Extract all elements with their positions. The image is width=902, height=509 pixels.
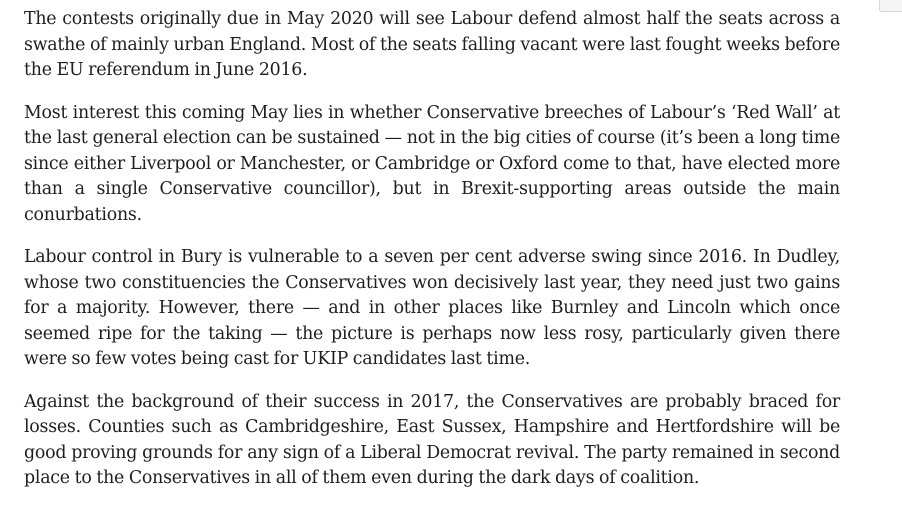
article-paragraph-4: Against the background of their success in 2017, the Conservatives are probably braced for losses. Counties such as Cambridgeshire, East Sussex, Hampshire and Hertfordshire will be good proving grounds for any sign of a Liberal Democrat revival. The party remained in second place to the Conservatives in all of them even during the dark days of coalition. xyxy=(24,391,840,488)
article-paragraph-1: The contests originally due in May 2020 will see Labour defend almost half the seats across a swathe of mainly urban England. Most of the seats falling vacant were last fought weeks before the EU referendum in June 2016. xyxy=(24,9,840,80)
article-body xyxy=(24,7,840,509)
article-paragraph-2: Most interest this coming May lies in whether Conservative breeches of Labour’s ‘Red Wall’ at the last general election can be sustained — not in the big cities of course (it’s been a long time since either Liverpool or Manchester, or Cambridge or Oxford come to that, have elected more than a single Conservative councillor), but in Brexit-supporting areas outside the main conurbations. xyxy=(24,102,840,225)
page-corner-control[interactable] xyxy=(879,0,902,12)
article-paragraph-3: Labour control in Bury is vulnerable to a seven per cent adverse swing since 2016. In Dudley, whose two constituencies the Conservatives won decisively last year, they need just two gains for a majority. However, there — and in other places like Burnley and Lincoln which once seemed ripe for the taking — the picture is perhaps now less rosy, particularly given there were so few votes being cast for UKIP candidates last time. xyxy=(24,247,840,369)
